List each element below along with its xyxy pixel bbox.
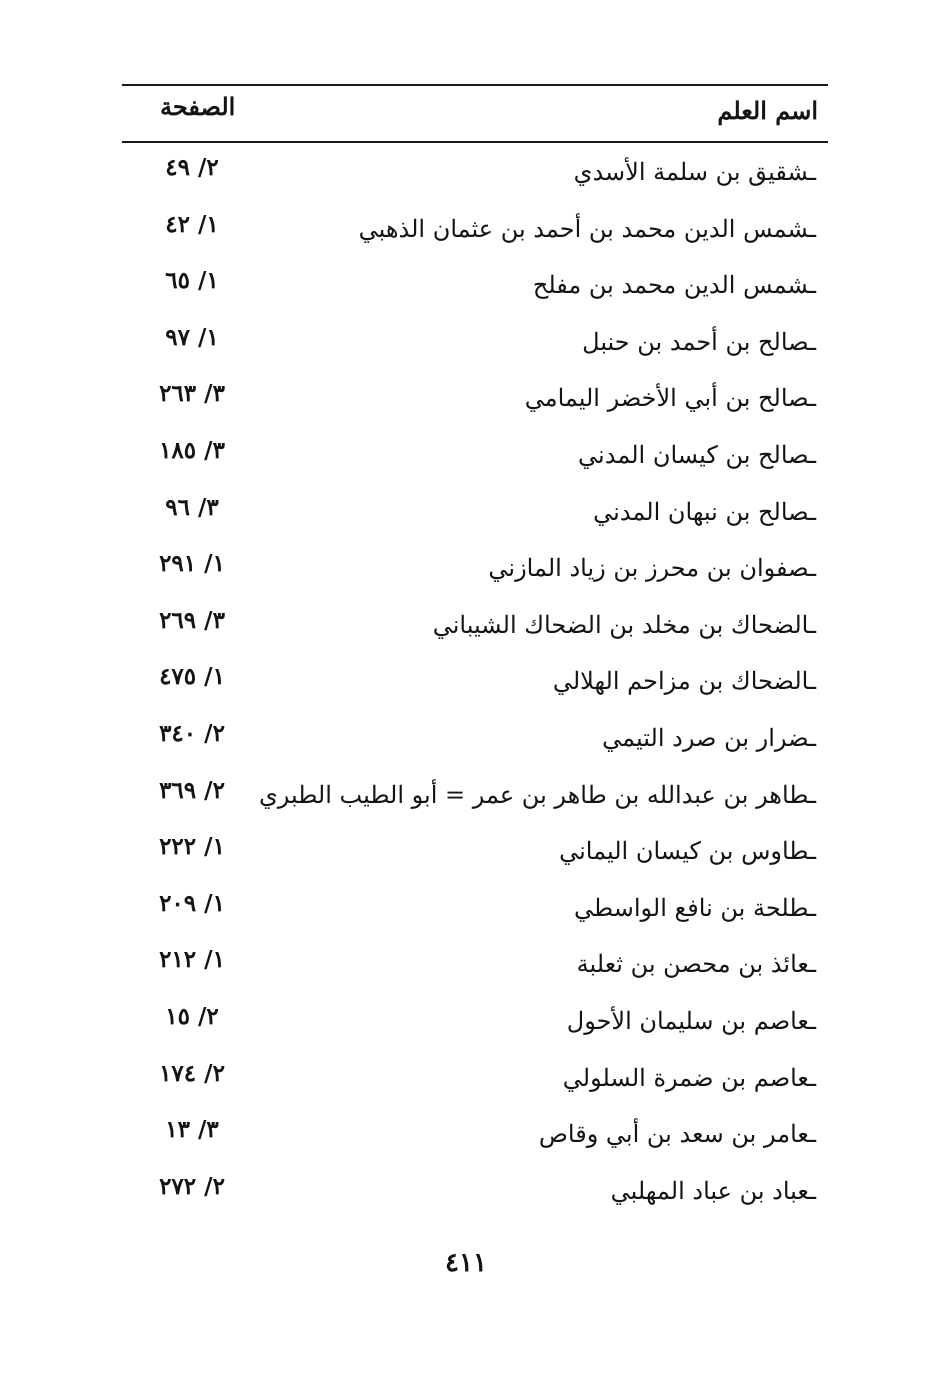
entry-name: ـطاوس بن كيسان اليماني [559,837,816,866]
entry-page-ref: ٢/ ٤٩ [165,154,219,181]
index-entry-row [122,490,828,547]
entry-name: ـصالح بن نبهان المدني [593,497,816,526]
index-entry-row [122,1056,828,1113]
index-entry-row [122,433,828,490]
entry-page-ref: ١/ ٤٧٥ [159,663,225,691]
index-entry-row [122,886,828,943]
entry-page-ref: ٣/ ٩٦ [165,493,219,521]
entry-page-ref: ١/ ٢٩١ [159,550,225,578]
index-entry-row [122,320,828,377]
entry-page-ref: ١/ ٢٢٢ [159,833,225,861]
entry-name: ـالضحاك بن مزاحم الهلالي [552,667,816,696]
entry-name: ـصالح بن أحمد بن حنبل [582,327,816,356]
index-entry-row [122,716,828,773]
entry-page-ref: ٢/ ٣٤٠ [159,719,225,747]
index-table-body [122,150,828,1225]
entry-page-ref: ١/ ٢٠٩ [159,889,225,917]
entry-name: ـشقيق بن سلمة الأسدي [573,158,816,186]
entry-name: ـصالح بن كيسان المدني [578,440,816,469]
column-header-page: الصفحة [160,92,236,121]
index-entry-row [122,603,828,660]
entry-page-ref: ٣/ ٢٦٩ [159,606,225,634]
entry-name: ـضرار بن صرد التيمي [602,723,816,752]
entry-name: ـعباد بن عباد المهلبي [610,1176,816,1205]
entry-page-ref: ١/ ٤٢ [165,210,219,238]
entry-name: ـصفوان بن محرز بن زياد المازني [488,554,816,583]
entry-name: ـطلحة بن نافع الواسطي [574,893,816,922]
index-entry-row [122,207,828,264]
table-header-rule [122,141,828,143]
entry-name: ـشمس الدين محمد بن مفلح [532,271,816,300]
entry-name: ـعاصم بن ضمرة السلولي [562,1063,816,1092]
entry-name: ـطاهر بن عبدالله بن طاهر بن عمر = أبو الطيب الطبري [258,780,816,809]
entry-page-ref: ٢/ ٢٧٢ [159,1172,225,1200]
index-entry-row [122,376,828,433]
index-entry-row [122,150,828,207]
page-number: ٤١١ [445,1248,487,1278]
entry-page-ref: ١/ ٦٥ [165,267,219,295]
index-entry-row [122,263,828,320]
entry-page-ref: ٣/ ١٨٥ [159,436,225,464]
index-entry-row [122,942,828,999]
table-top-rule [122,84,828,86]
column-header-name: اسم العلم [717,96,818,125]
entry-page-ref: ١/ ٢١٢ [159,946,225,974]
entry-name: ـعامر بن سعد بن أبي وقاص [538,1120,816,1149]
entry-name: ـالضحاك بن مخلد بن الضحاك الشيباني [432,610,816,639]
entry-page-ref: ٢/ ١٧٤ [159,1059,225,1087]
index-entry-row [122,999,828,1056]
entry-name: ـعاصم بن سليمان الأحول [566,1006,816,1035]
table-header [122,92,828,136]
entry-name: ـشمس الدين محمد بن أحمد بن عثمان الذهبي [358,214,816,243]
entry-name: ـصالح بن أبي الأخضر اليمامي [524,384,816,413]
index-entry-row [122,829,828,886]
entry-page-ref: ١/ ٩٧ [165,323,219,351]
entry-name: ـعائذ بن محصن بن ثعلبة [576,950,816,979]
index-entry-row [122,1169,828,1226]
index-entry-row [122,1112,828,1169]
entry-page-ref: ٣/ ٢٦٣ [159,380,225,408]
entry-page-ref: ٢/ ١٥ [165,1002,219,1030]
entry-page-ref: ٢/ ٣٦٩ [159,776,225,804]
index-entry-row [122,773,828,830]
index-entry-row [122,546,828,603]
entry-page-ref: ٣/ ١٣ [165,1116,219,1144]
index-entry-row [122,659,828,716]
